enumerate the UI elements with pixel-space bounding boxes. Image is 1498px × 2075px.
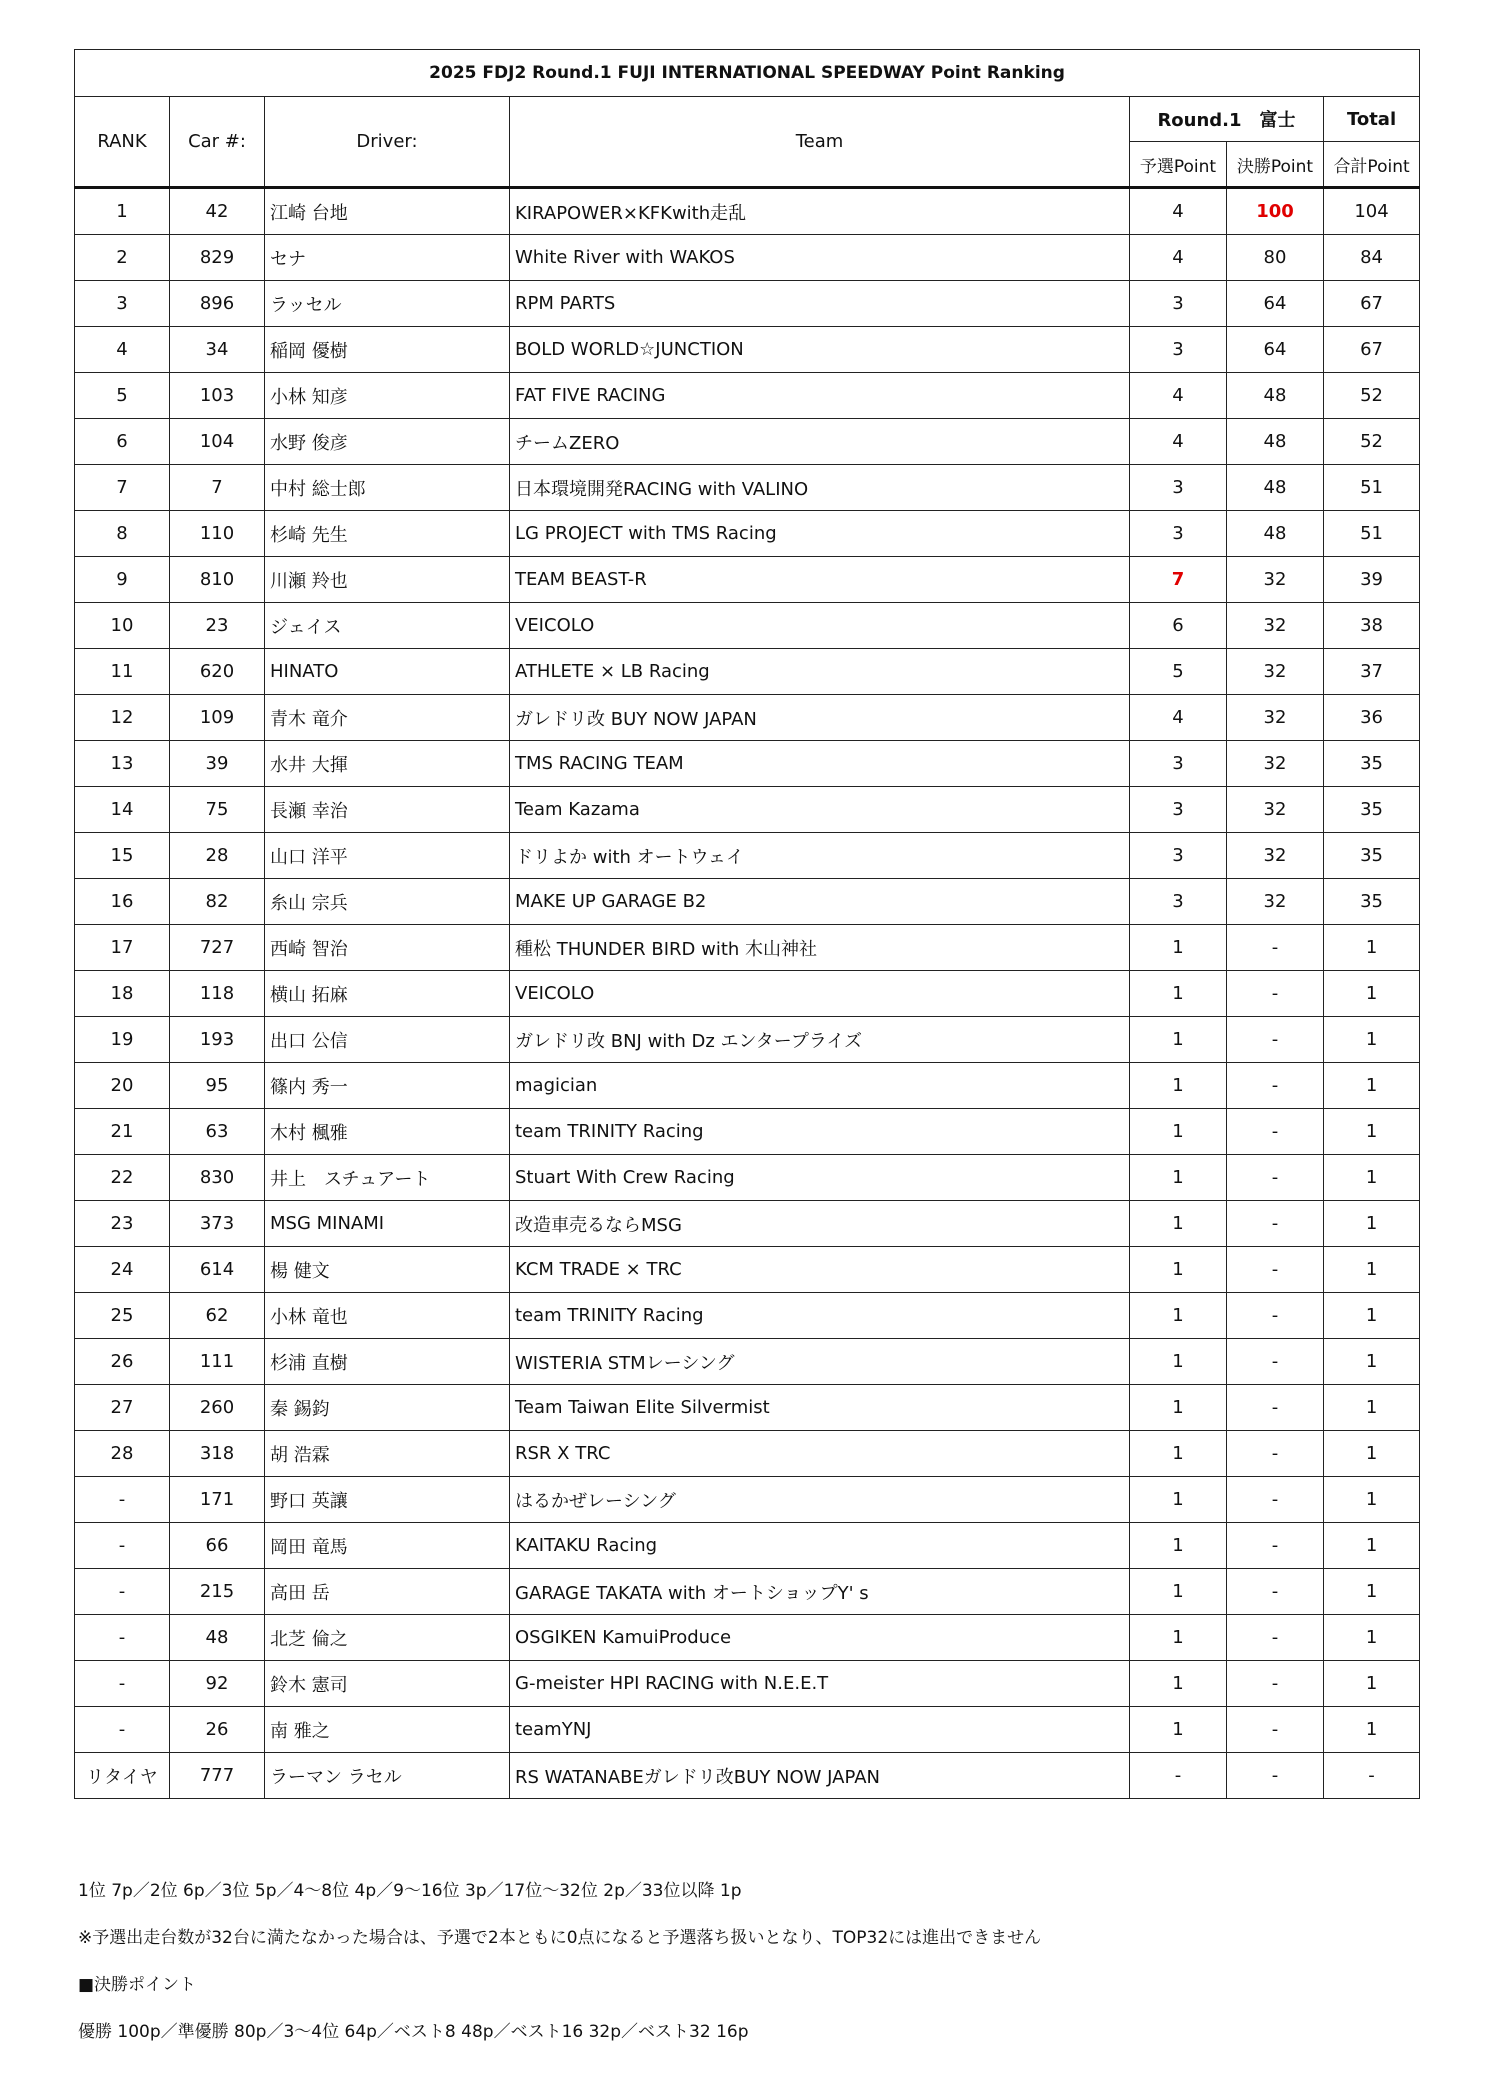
driver-cell: 長瀬 幸治: [265, 787, 510, 833]
total-point-cell: 35: [1324, 787, 1420, 833]
rank-cell: -: [75, 1661, 170, 1707]
total-point-cell: 1: [1324, 925, 1420, 971]
table-row: [75, 1155, 1420, 1201]
car-number-cell: 260: [170, 1385, 265, 1431]
final-point-cell: 48: [1227, 465, 1324, 511]
final-point-cell: -: [1227, 1661, 1324, 1707]
driver-cell: 小林 知彦: [265, 373, 510, 419]
car-number-cell: 26: [170, 1707, 265, 1753]
qual-point-cell: 1: [1130, 1615, 1227, 1661]
table-row: [75, 465, 1420, 511]
car-number-cell: 373: [170, 1201, 265, 1247]
final-point-cell: 32: [1227, 649, 1324, 695]
final-point-cell: -: [1227, 1155, 1324, 1201]
rank-cell: 19: [75, 1017, 170, 1063]
total-point-cell: 35: [1324, 879, 1420, 925]
final-point-cell: -: [1227, 1247, 1324, 1293]
driver-cell: ジェイス: [265, 603, 510, 649]
team-cell: team TRINITY Racing: [510, 1109, 1130, 1155]
rank-cell: 14: [75, 787, 170, 833]
qual-point-cell: 3: [1130, 465, 1227, 511]
rank-cell: 8: [75, 511, 170, 557]
car-number-cell: 171: [170, 1477, 265, 1523]
final-point-cell: -: [1227, 1477, 1324, 1523]
rank-cell: リタイヤ: [75, 1753, 170, 1799]
total-point-cell: 1: [1324, 971, 1420, 1017]
team-cell: Stuart With Crew Racing: [510, 1155, 1130, 1201]
table-row: [75, 1063, 1420, 1109]
final-point-cell: -: [1227, 1293, 1324, 1339]
total-point-cell: 37: [1324, 649, 1420, 695]
car-number-cell: 62: [170, 1293, 265, 1339]
final-point-cell: 32: [1227, 695, 1324, 741]
driver-cell: 胡 浩霖: [265, 1431, 510, 1477]
car-number-cell: 48: [170, 1615, 265, 1661]
rank-cell: -: [75, 1523, 170, 1569]
car-number-cell: 39: [170, 741, 265, 787]
rank-cell: 4: [75, 327, 170, 373]
final-point-cell: -: [1227, 1385, 1324, 1431]
team-cell: WISTERIA STMレーシング: [510, 1339, 1130, 1385]
table-row: [75, 833, 1420, 879]
car-number-cell: 23: [170, 603, 265, 649]
final-point-cell: -: [1227, 971, 1324, 1017]
driver-cell: セナ: [265, 235, 510, 281]
car-number-cell: 63: [170, 1109, 265, 1155]
total-point-cell: 1: [1324, 1155, 1420, 1201]
table-row: [75, 603, 1420, 649]
table-row: [75, 1201, 1420, 1247]
qual-point-cell: 7: [1130, 557, 1227, 603]
rank-cell: 13: [75, 741, 170, 787]
total-point-cell: 1: [1324, 1293, 1420, 1339]
final-point-cell: -: [1227, 1523, 1324, 1569]
table-row: [75, 1017, 1420, 1063]
car-number-cell: 614: [170, 1247, 265, 1293]
table-row: [75, 1707, 1420, 1753]
driver-cell: 江崎 台地: [265, 188, 510, 235]
car-number-cell: 42: [170, 188, 265, 235]
qual-point-cell: 1: [1130, 1569, 1227, 1615]
team-cell: TMS RACING TEAM: [510, 741, 1130, 787]
total-point-cell: 1: [1324, 1615, 1420, 1661]
qualifying-rule-note: ※予選出走台数が32台に満たなかった場合は、予選で2本ともに0点になると予選落ち扱いとなり、TOP32には進出できません: [78, 1928, 1042, 1948]
team-cell: 改造車売るならMSG: [510, 1201, 1130, 1247]
team-cell: VEICOLO: [510, 603, 1130, 649]
team-cell: RS WATANABEガレドリ改BUY NOW JAPAN: [510, 1753, 1130, 1799]
table-row: [75, 971, 1420, 1017]
team-cell: 日本環境開発RACING with VALINO: [510, 465, 1130, 511]
team-cell: KCM TRADE × TRC: [510, 1247, 1130, 1293]
rank-cell: 12: [75, 695, 170, 741]
car-number-cell: 103: [170, 373, 265, 419]
final-point-cell: -: [1227, 1063, 1324, 1109]
table-row: [75, 235, 1420, 281]
table-row: [75, 1477, 1420, 1523]
rank-cell: -: [75, 1707, 170, 1753]
table-row: [75, 787, 1420, 833]
team-cell: ガレドリ改 BUY NOW JAPAN: [510, 695, 1130, 741]
qual-point-cell: 3: [1130, 787, 1227, 833]
car-number-cell: 810: [170, 557, 265, 603]
final-point-cell: 48: [1227, 373, 1324, 419]
final-point-cell: -: [1227, 1109, 1324, 1155]
rank-cell: -: [75, 1477, 170, 1523]
total-point-cell: 84: [1324, 235, 1420, 281]
team-cell: White River with WAKOS: [510, 235, 1130, 281]
qual-point-cell: 6: [1130, 603, 1227, 649]
team-cell: teamYNJ: [510, 1707, 1130, 1753]
total-point-cell: 35: [1324, 741, 1420, 787]
total-point-cell: 67: [1324, 327, 1420, 373]
driver-cell: 杉浦 直樹: [265, 1339, 510, 1385]
final-point-cell: 32: [1227, 603, 1324, 649]
driver-cell: 山口 洋平: [265, 833, 510, 879]
car-number-cell: 777: [170, 1753, 265, 1799]
table-row: [75, 1339, 1420, 1385]
rank-cell: 23: [75, 1201, 170, 1247]
qual-point-cell: 3: [1130, 511, 1227, 557]
total-point-cell: 1: [1324, 1201, 1420, 1247]
total-point-cell: -: [1324, 1753, 1420, 1799]
driver-cell: HINATO: [265, 649, 510, 695]
final-point-cell: -: [1227, 1615, 1324, 1661]
table-row: [75, 557, 1420, 603]
qual-point-cell: 1: [1130, 971, 1227, 1017]
final-point-cell: 32: [1227, 833, 1324, 879]
driver-cell: ラーマン ラセル: [265, 1753, 510, 1799]
table-row: [75, 1615, 1420, 1661]
point-ranking-table: [74, 49, 1420, 1799]
driver-cell: 楊 健文: [265, 1247, 510, 1293]
table-row: [75, 1293, 1420, 1339]
rank-cell: 10: [75, 603, 170, 649]
header-car: Car #:: [170, 97, 265, 188]
rank-cell: 2: [75, 235, 170, 281]
car-number-cell: 7: [170, 465, 265, 511]
final-point-cell: 80: [1227, 235, 1324, 281]
team-cell: G-meister HPI RACING with N.E.E.T: [510, 1661, 1130, 1707]
team-cell: はるかぜレーシング: [510, 1477, 1130, 1523]
rank-cell: 17: [75, 925, 170, 971]
qual-point-cell: 1: [1130, 1201, 1227, 1247]
team-cell: FAT FIVE RACING: [510, 373, 1130, 419]
car-number-cell: 118: [170, 971, 265, 1017]
team-cell: KAITAKU Racing: [510, 1523, 1130, 1569]
qual-point-cell: 1: [1130, 1477, 1227, 1523]
team-cell: Team Kazama: [510, 787, 1130, 833]
team-cell: ATHLETE × LB Racing: [510, 649, 1130, 695]
car-number-cell: 104: [170, 419, 265, 465]
car-number-cell: 829: [170, 235, 265, 281]
table-row: [75, 1385, 1420, 1431]
table-row: [75, 511, 1420, 557]
team-cell: BOLD WORLD☆JUNCTION: [510, 327, 1130, 373]
final-point-cell: 32: [1227, 879, 1324, 925]
car-number-cell: 28: [170, 833, 265, 879]
driver-cell: 出口 公信: [265, 1017, 510, 1063]
driver-cell: 篠内 秀一: [265, 1063, 510, 1109]
driver-cell: 水野 俊彦: [265, 419, 510, 465]
team-cell: ガレドリ改 BNJ with Dz エンタープライズ: [510, 1017, 1130, 1063]
team-cell: LG PROJECT with TMS Racing: [510, 511, 1130, 557]
table-row: [75, 188, 1420, 235]
team-cell: TEAM BEAST-R: [510, 557, 1130, 603]
driver-cell: 秦 錫鈞: [265, 1385, 510, 1431]
table-row: [75, 741, 1420, 787]
final-points-note: 優勝 100p／準優勝 80p／3～4位 64p／ベスト8 48p／ベスト16 32p／ベスト32 16p: [78, 2022, 749, 2042]
driver-cell: 稲岡 優樹: [265, 327, 510, 373]
final-point-cell: 64: [1227, 327, 1324, 373]
total-point-cell: 1: [1324, 1661, 1420, 1707]
car-number-cell: 34: [170, 327, 265, 373]
header-rank: RANK: [75, 97, 170, 188]
driver-cell: 野口 英讓: [265, 1477, 510, 1523]
car-number-cell: 110: [170, 511, 265, 557]
driver-cell: 横山 拓麻: [265, 971, 510, 1017]
total-point-cell: 67: [1324, 281, 1420, 327]
car-number-cell: 896: [170, 281, 265, 327]
driver-cell: ラッセル: [265, 281, 510, 327]
qual-point-cell: 5: [1130, 649, 1227, 695]
car-number-cell: 215: [170, 1569, 265, 1615]
car-number-cell: 830: [170, 1155, 265, 1201]
rank-cell: 27: [75, 1385, 170, 1431]
team-cell: VEICOLO: [510, 971, 1130, 1017]
qual-point-cell: 4: [1130, 695, 1227, 741]
rank-cell: 7: [75, 465, 170, 511]
qual-point-cell: 1: [1130, 1431, 1227, 1477]
total-point-cell: 39: [1324, 557, 1420, 603]
team-cell: team TRINITY Racing: [510, 1293, 1130, 1339]
team-cell: MAKE UP GARAGE B2: [510, 879, 1130, 925]
qual-point-cell: 1: [1130, 1339, 1227, 1385]
header-team: Team: [510, 97, 1130, 188]
total-point-cell: 1: [1324, 1523, 1420, 1569]
car-number-cell: 727: [170, 925, 265, 971]
driver-cell: 木村 楓雅: [265, 1109, 510, 1155]
driver-cell: 南 雅之: [265, 1707, 510, 1753]
driver-cell: 西崎 智治: [265, 925, 510, 971]
driver-cell: 鈴木 憲司: [265, 1661, 510, 1707]
final-point-cell: -: [1227, 1431, 1324, 1477]
final-point-cell: -: [1227, 925, 1324, 971]
rank-cell: 24: [75, 1247, 170, 1293]
team-cell: KIRAPOWER×KFKwith走乱: [510, 188, 1130, 235]
final-point-cell: 32: [1227, 557, 1324, 603]
total-point-cell: 52: [1324, 419, 1420, 465]
table-title: 2025 FDJ2 Round.1 FUJI INTERNATIONAL SPEEDWAY Point Ranking: [75, 50, 1420, 97]
rank-cell: 20: [75, 1063, 170, 1109]
car-number-cell: 82: [170, 879, 265, 925]
qual-point-cell: 1: [1130, 1109, 1227, 1155]
rank-cell: 26: [75, 1339, 170, 1385]
header-sum-point: 合計Point: [1324, 142, 1420, 188]
header-qual-point: 予選Point: [1130, 142, 1227, 188]
qual-point-cell: 1: [1130, 1017, 1227, 1063]
header-driver: Driver:: [265, 97, 510, 188]
rank-cell: -: [75, 1569, 170, 1615]
table-row: [75, 879, 1420, 925]
team-cell: 種松 THUNDER BIRD with 木山神社: [510, 925, 1130, 971]
qual-point-cell: 4: [1130, 188, 1227, 235]
qual-point-cell: 4: [1130, 235, 1227, 281]
header-total: Total: [1324, 97, 1420, 142]
final-point-cell: 48: [1227, 511, 1324, 557]
rank-cell: 15: [75, 833, 170, 879]
total-point-cell: 1: [1324, 1109, 1420, 1155]
table-row: [75, 281, 1420, 327]
driver-cell: 川瀬 羚也: [265, 557, 510, 603]
driver-cell: MSG MINAMI: [265, 1201, 510, 1247]
final-point-cell: 48: [1227, 419, 1324, 465]
total-point-cell: 1: [1324, 1385, 1420, 1431]
team-cell: ドリよか with オートウェイ: [510, 833, 1130, 879]
table-row: [75, 925, 1420, 971]
final-point-cell: 32: [1227, 787, 1324, 833]
total-point-cell: 1: [1324, 1569, 1420, 1615]
total-point-cell: 1: [1324, 1477, 1420, 1523]
header-round: Round.1 富士: [1130, 97, 1324, 142]
final-point-cell: 32: [1227, 741, 1324, 787]
notes-section: [78, 1880, 1378, 2068]
table-row: [75, 373, 1420, 419]
qual-point-cell: -: [1130, 1753, 1227, 1799]
team-cell: チームZERO: [510, 419, 1130, 465]
total-point-cell: 36: [1324, 695, 1420, 741]
final-point-cell: -: [1227, 1707, 1324, 1753]
final-point-cell: -: [1227, 1753, 1324, 1799]
team-cell: GARAGE TAKATA with オートショップY' s: [510, 1569, 1130, 1615]
car-number-cell: 318: [170, 1431, 265, 1477]
car-number-cell: 111: [170, 1339, 265, 1385]
table-row: [75, 1753, 1420, 1799]
qualifying-points-note: 1位 7p／2位 6p／3位 5p／4～8位 4p／9～16位 3p／17位～32位 2p／33位以降 1p: [78, 1881, 742, 1901]
driver-cell: 杉崎 先生: [265, 511, 510, 557]
table-row: [75, 695, 1420, 741]
car-number-cell: 66: [170, 1523, 265, 1569]
table-row: [75, 1109, 1420, 1155]
qual-point-cell: 1: [1130, 1661, 1227, 1707]
total-point-cell: 1: [1324, 1707, 1420, 1753]
total-point-cell: 1: [1324, 1063, 1420, 1109]
final-points-heading: ■決勝ポイント: [78, 1975, 197, 1995]
team-cell: RPM PARTS: [510, 281, 1130, 327]
total-point-cell: 38: [1324, 603, 1420, 649]
qual-point-cell: 3: [1130, 879, 1227, 925]
driver-cell: 井上 スチュアート: [265, 1155, 510, 1201]
car-number-cell: 109: [170, 695, 265, 741]
driver-cell: 水井 大揮: [265, 741, 510, 787]
total-point-cell: 1: [1324, 1247, 1420, 1293]
driver-cell: 小林 竜也: [265, 1293, 510, 1339]
qual-point-cell: 4: [1130, 373, 1227, 419]
team-cell: Team Taiwan Elite Silvermist: [510, 1385, 1130, 1431]
rank-cell: 22: [75, 1155, 170, 1201]
car-number-cell: 92: [170, 1661, 265, 1707]
final-point-cell: 100: [1227, 188, 1324, 235]
final-point-cell: -: [1227, 1339, 1324, 1385]
final-point-cell: -: [1227, 1017, 1324, 1063]
qual-point-cell: 1: [1130, 1293, 1227, 1339]
ranking-rows: [75, 188, 1420, 1799]
total-point-cell: 1: [1324, 1339, 1420, 1385]
table-row: [75, 1523, 1420, 1569]
final-point-cell: -: [1227, 1569, 1324, 1615]
car-number-cell: 95: [170, 1063, 265, 1109]
car-number-cell: 193: [170, 1017, 265, 1063]
qual-point-cell: 3: [1130, 833, 1227, 879]
team-cell: magician: [510, 1063, 1130, 1109]
qual-point-cell: 1: [1130, 1523, 1227, 1569]
total-point-cell: 1: [1324, 1017, 1420, 1063]
rank-cell: 16: [75, 879, 170, 925]
rank-cell: 6: [75, 419, 170, 465]
team-cell: RSR X TRC: [510, 1431, 1130, 1477]
final-point-cell: -: [1227, 1201, 1324, 1247]
qual-point-cell: 1: [1130, 1155, 1227, 1201]
final-point-cell: 64: [1227, 281, 1324, 327]
driver-cell: 北芝 倫之: [265, 1615, 510, 1661]
driver-cell: 中村 総士郎: [265, 465, 510, 511]
driver-cell: 糸山 宗兵: [265, 879, 510, 925]
total-point-cell: 104: [1324, 188, 1420, 235]
rank-cell: 21: [75, 1109, 170, 1155]
rank-cell: 3: [75, 281, 170, 327]
qual-point-cell: 1: [1130, 925, 1227, 971]
rank-cell: 5: [75, 373, 170, 419]
total-point-cell: 52: [1324, 373, 1420, 419]
table-row: [75, 649, 1420, 695]
table-row: [75, 1431, 1420, 1477]
total-point-cell: 1: [1324, 1431, 1420, 1477]
team-cell: OSGIKEN KamuiProduce: [510, 1615, 1130, 1661]
table-row: [75, 1247, 1420, 1293]
total-point-cell: 35: [1324, 833, 1420, 879]
qual-point-cell: 1: [1130, 1247, 1227, 1293]
table-row: [75, 1661, 1420, 1707]
rank-cell: 18: [75, 971, 170, 1017]
rank-cell: 25: [75, 1293, 170, 1339]
qual-point-cell: 3: [1130, 741, 1227, 787]
qual-point-cell: 3: [1130, 281, 1227, 327]
rank-cell: 11: [75, 649, 170, 695]
rank-cell: 28: [75, 1431, 170, 1477]
total-point-cell: 51: [1324, 511, 1420, 557]
qual-point-cell: 1: [1130, 1063, 1227, 1109]
driver-cell: 高田 岳: [265, 1569, 510, 1615]
car-number-cell: 620: [170, 649, 265, 695]
qual-point-cell: 1: [1130, 1385, 1227, 1431]
rank-cell: 1: [75, 188, 170, 235]
car-number-cell: 75: [170, 787, 265, 833]
qual-point-cell: 1: [1130, 1707, 1227, 1753]
rank-cell: 9: [75, 557, 170, 603]
table-row: [75, 327, 1420, 373]
total-point-cell: 51: [1324, 465, 1420, 511]
table-row: [75, 1569, 1420, 1615]
driver-cell: 青木 竜介: [265, 695, 510, 741]
qual-point-cell: 3: [1130, 327, 1227, 373]
table-row: [75, 419, 1420, 465]
rank-cell: -: [75, 1615, 170, 1661]
qual-point-cell: 4: [1130, 419, 1227, 465]
header-final-point: 決勝Point: [1227, 142, 1324, 188]
driver-cell: 岡田 竜馬: [265, 1523, 510, 1569]
